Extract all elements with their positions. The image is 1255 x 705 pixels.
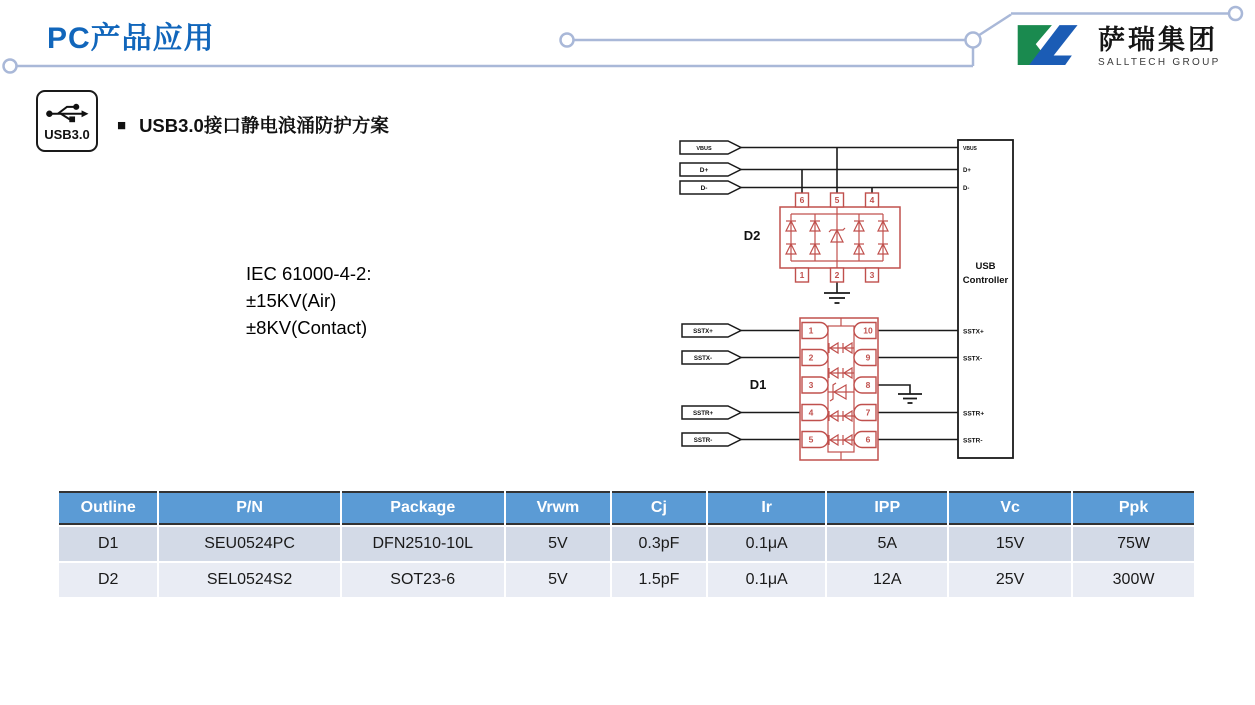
controller-pin-label: VBUS <box>963 145 977 152</box>
decor-node-icon <box>966 33 981 48</box>
table-cell: 12A <box>827 563 947 597</box>
column-header: P/N <box>159 491 339 525</box>
usb-trident-icon <box>44 101 90 125</box>
bullet-square-icon: ■ <box>117 116 127 134</box>
d1-pin-number: 9 <box>865 352 871 363</box>
column-header: Package <box>342 491 504 525</box>
d1-pin-number: 3 <box>808 380 814 390</box>
d2-pin-number: 3 <box>869 270 875 280</box>
d2-pin-number: 1 <box>799 270 805 280</box>
ground-icon <box>824 293 850 303</box>
controller-pin-label: SSTX+ <box>963 328 984 336</box>
table-cell: 25V <box>949 563 1071 597</box>
d2-pin-number: 2 <box>834 270 840 280</box>
column-header: Cj <box>612 491 706 525</box>
table-row <box>59 563 1194 597</box>
table-cell: 5V <box>506 527 610 561</box>
table-cell: 5A <box>827 527 947 561</box>
d1-pin-number: 4 <box>808 407 814 418</box>
company-name-cn: 萨瑞集团 <box>1098 24 1218 55</box>
page-title: PC产品应用 <box>47 22 215 55</box>
d1-pin-number: 5 <box>808 434 814 445</box>
controller-pin-label: SSTR- <box>963 437 983 445</box>
table-cell: 1.5pF <box>612 563 706 597</box>
table-cell: SEL0524S2 <box>159 563 339 597</box>
d2-chip <box>744 193 900 282</box>
column-header: Ir <box>708 491 825 525</box>
usb-badge-label: USB3.0 <box>44 126 90 142</box>
table-cell: 300W <box>1073 563 1194 597</box>
d1-label: D1 <box>749 377 767 392</box>
decor-node-icon <box>4 60 17 73</box>
logo <box>1012 22 1221 72</box>
section-heading <box>117 112 389 138</box>
controller-pin-label: D+ <box>963 168 971 174</box>
d2-pin-number: 4 <box>869 195 875 205</box>
controller-title: USB <box>975 261 996 272</box>
spec-table <box>57 489 1196 599</box>
decor-node-icon <box>561 34 574 47</box>
d1-pin-number: 2 <box>808 352 814 363</box>
iec-line: IEC 61000-4-2: <box>246 263 372 284</box>
d1-pin-number: 6 <box>865 434 871 445</box>
table-cell: D2 <box>59 563 157 597</box>
ground-icon <box>898 394 922 403</box>
signal-tags-bottom <box>682 324 741 446</box>
salltech-logo-icon <box>1012 22 1088 72</box>
table-cell: 5V <box>506 563 610 597</box>
column-header: Outline <box>59 491 157 525</box>
controller-pin-label: SSTR+ <box>963 410 985 418</box>
signal-tag-label: SSTR+ <box>692 410 714 417</box>
d1-diode-array <box>828 318 854 460</box>
controller-pin-label: SSTX- <box>963 355 983 363</box>
table-cell: D1 <box>59 527 157 561</box>
d1-pin-number: 1 <box>808 325 814 336</box>
table-cell: 15V <box>949 527 1071 561</box>
signal-tag-label: D- <box>700 184 708 192</box>
signal-tag-label: D+ <box>699 166 709 174</box>
table-cell: 75W <box>1073 527 1194 561</box>
column-header: Vc <box>949 491 1071 525</box>
table-cell: DFN2510-10L <box>342 527 504 561</box>
decor-node-icon <box>1229 7 1242 20</box>
table-header-row <box>59 491 1194 525</box>
d2-label: D2 <box>743 228 761 243</box>
d1-pin-number: 7 <box>865 407 871 418</box>
column-header: IPP <box>827 491 947 525</box>
circuit-diagram <box>670 130 1030 475</box>
d1-pin-number: 10 <box>863 325 873 336</box>
d1-pin-number: 8 <box>865 380 871 390</box>
table-cell: SEU0524PC <box>159 527 339 561</box>
signal-tag-label: SSTX+ <box>693 328 713 335</box>
table-cell: SOT23-6 <box>342 563 504 597</box>
table-cell: 0.1μA <box>708 527 825 561</box>
table-cell: 0.1μA <box>708 563 825 597</box>
signal-tag-label: SSTR- <box>693 437 713 444</box>
d2-pin-number: 6 <box>799 195 805 205</box>
usb3-badge <box>36 90 98 152</box>
table-row <box>59 527 1194 561</box>
d2-diode-array <box>786 207 888 268</box>
controller-title: Controller <box>962 275 1009 286</box>
signal-tags-top <box>680 141 741 194</box>
iec-line: ±8KV(Contact) <box>246 317 368 338</box>
controller-pin-label: D- <box>963 186 970 192</box>
usb-controller-box <box>958 140 1013 458</box>
section-heading-text: USB3.0接口静电浪涌防护方案 <box>139 115 389 136</box>
d2-pin-number: 5 <box>834 195 840 205</box>
iec-line: ±15KV(Air) <box>246 290 337 311</box>
table-cell: 0.3pF <box>612 527 706 561</box>
column-header: Vrwm <box>506 491 610 525</box>
signal-tag-label: SSTX- <box>693 355 713 362</box>
column-header: Ppk <box>1073 491 1194 525</box>
iec-standard-note <box>246 260 371 341</box>
company-name-en: SALLTECH GROUP <box>1098 57 1221 69</box>
signal-tag-label: VBUS <box>696 145 712 152</box>
